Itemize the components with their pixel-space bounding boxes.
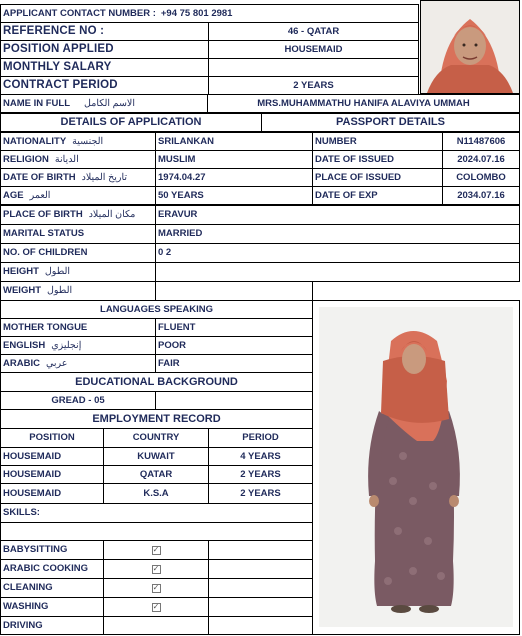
details-value-age: 50 YEARS (155, 186, 313, 205)
applicant-contact-label: APPLICANT CONTACT NUMBER : (3, 7, 156, 19)
name-label: NAME IN FULL (3, 97, 71, 109)
details-label-pob (0, 205, 156, 225)
employment-row-2-country: QATAR (103, 465, 209, 484)
applicant-contact-value: +94 75 801 2981 (160, 7, 233, 19)
language-value-english: POOR (155, 336, 313, 355)
details-value-children: 0 2 (155, 243, 520, 263)
checkbox-icon[interactable]: ✓ (152, 545, 160, 554)
employment-row-3-period: 2 YEARS (208, 483, 313, 504)
checkbox-icon[interactable]: ✓ (152, 564, 160, 573)
detail-label: PLACE OF BIRTH (3, 209, 83, 221)
detail-label: NATIONALITY (3, 135, 67, 147)
salary-label: MONTHLY SALARY (0, 58, 209, 77)
language-label: MOTHER TONGUE (3, 321, 88, 333)
employment-col-country: COUNTRY (103, 428, 209, 448)
skill-check-cell-arabic-cooking (103, 559, 209, 579)
languages-title: LANGUAGES SPEAKING (0, 300, 313, 319)
name-label-ar: الاسم الكامل (84, 97, 135, 109)
position-label: POSITION APPLIED (0, 40, 209, 59)
detail-label: NO. OF CHILDREN (3, 247, 88, 259)
details-value-weight (155, 281, 313, 301)
skill-check-cell-driving (103, 616, 209, 635)
passport-title: PASSPORT DETAILS (261, 113, 520, 132)
detail-label-ar: الجنسية (72, 135, 104, 147)
checkbox-icon[interactable]: ✓ (152, 583, 160, 592)
detail-label-ar: مكان الميلاد (88, 209, 136, 221)
details-label-height (0, 262, 156, 282)
details-value-height (155, 262, 520, 282)
skill-check-cell-cleaning (103, 578, 209, 598)
detail-label: RELIGION (3, 153, 49, 165)
skill-check-cell-babysitting (103, 540, 209, 560)
checkbox-icon[interactable]: ✓ (152, 602, 160, 611)
details-value-nationality: SRILANKAN (155, 132, 313, 151)
skill-check-cell-washing (103, 597, 209, 617)
details-label-nationality (0, 132, 156, 151)
language-value-arabic: FAIR (155, 354, 313, 373)
employment-row-3-position: HOUSEMAID (0, 483, 104, 504)
employment-row-2-period: 2 YEARS (208, 465, 313, 484)
language-label-mother-tongue (0, 318, 156, 337)
skill-extra-cell (208, 578, 313, 598)
passport-label-number: NUMBER (312, 132, 443, 151)
employment-col-position: POSITION (0, 428, 104, 448)
skill-label-cleaning: CLEANING (0, 578, 104, 598)
detail-label-ar: الطول (47, 285, 73, 297)
details-value-marital: MARRIED (155, 224, 520, 244)
applicant-full-body-photo (312, 300, 520, 635)
skills-spacer-row (0, 522, 313, 541)
details-title: DETAILS OF APPLICATION (0, 113, 262, 132)
detail-label: MARITAL STATUS (3, 228, 85, 240)
education-empty-cell (155, 391, 313, 410)
education-value: GREAD - 05 (0, 391, 156, 410)
details-label-weight (0, 281, 156, 301)
salary-value (208, 58, 419, 77)
reference-value: 46 - QATAR (208, 22, 419, 41)
employment-col-period: PERIOD (208, 428, 313, 448)
detail-label-ar: العمر (29, 189, 51, 201)
passport-label-issued: DATE OF ISSUED (312, 150, 443, 169)
skill-extra-cell (208, 559, 313, 579)
language-label-ar: إنجليزي (51, 339, 82, 351)
skill-label-arabic-cooking: ARABIC COOKING (0, 559, 104, 579)
details-value-dob: 1974.04.27 (155, 168, 313, 187)
details-value-pob: ERAVUR (155, 205, 520, 225)
passport-value-number: N11487606 (442, 132, 520, 151)
name-label-cell (0, 94, 208, 113)
passport-label-expiry: DATE OF EXP (312, 186, 443, 205)
reference-label: REFERENCE NO : (0, 22, 209, 41)
applicant-headshot-photo (420, 0, 520, 94)
education-title: EDUCATIONAL BACKGROUND (0, 372, 313, 392)
language-label: ARABIC (3, 357, 40, 369)
language-label-english (0, 336, 156, 355)
employment-title: EMPLOYMENT RECORD (0, 409, 313, 429)
detail-label: WEIGHT (3, 285, 41, 297)
position-value: HOUSEMAID (208, 40, 419, 59)
passport-label-place: PLACE OF ISSUED (312, 168, 443, 187)
detail-label-ar: تاريخ الميلاد (81, 171, 127, 183)
details-label-age (0, 186, 156, 205)
details-label-children (0, 243, 156, 263)
detail-label: AGE (3, 189, 24, 201)
employment-row-2-position: HOUSEMAID (0, 465, 104, 484)
skill-label-babysitting: BABYSITTING (0, 540, 104, 560)
applicant-contact-row (0, 4, 419, 23)
language-label-arabic (0, 354, 156, 373)
language-value-mother-tongue: FLUENT (155, 318, 313, 337)
skill-extra-cell (208, 597, 313, 617)
employment-row-1-country: KUWAIT (103, 447, 209, 466)
details-value-religion: MUSLIM (155, 150, 313, 169)
language-label-ar: عربي (45, 357, 68, 369)
passport-value-place: COLOMBO (442, 168, 520, 187)
passport-value-expiry: 2034.07.16 (442, 186, 520, 205)
skill-label-washing: WASHING (0, 597, 104, 617)
contract-label: CONTRACT PERIOD (0, 76, 209, 95)
skills-title: SKILLS: (0, 503, 313, 523)
contract-value: 2 YEARS (208, 76, 419, 95)
employment-row-1-position: HOUSEMAID (0, 447, 104, 466)
details-label-marital (0, 224, 156, 244)
employment-row-1-period: 4 YEARS (208, 447, 313, 466)
details-label-religion (0, 150, 156, 169)
skill-extra-cell (208, 540, 313, 560)
detail-label: HEIGHT (3, 266, 39, 278)
details-label-dob (0, 168, 156, 187)
name-value: MRS.MUHAMMATHU HANIFA ALAVIYA UMMAH (207, 94, 520, 113)
skill-extra-cell (208, 616, 313, 635)
employment-row-3-country: K.S.A (103, 483, 209, 504)
detail-label-ar: الطول (44, 266, 71, 278)
passport-value-issued: 2024.07.16 (442, 150, 520, 169)
language-label: ENGLISH (3, 339, 46, 351)
detail-label-ar: الديانة (54, 153, 79, 165)
skill-label-driving: DRIVING (0, 616, 104, 635)
detail-label: DATE OF BIRTH (3, 171, 76, 183)
